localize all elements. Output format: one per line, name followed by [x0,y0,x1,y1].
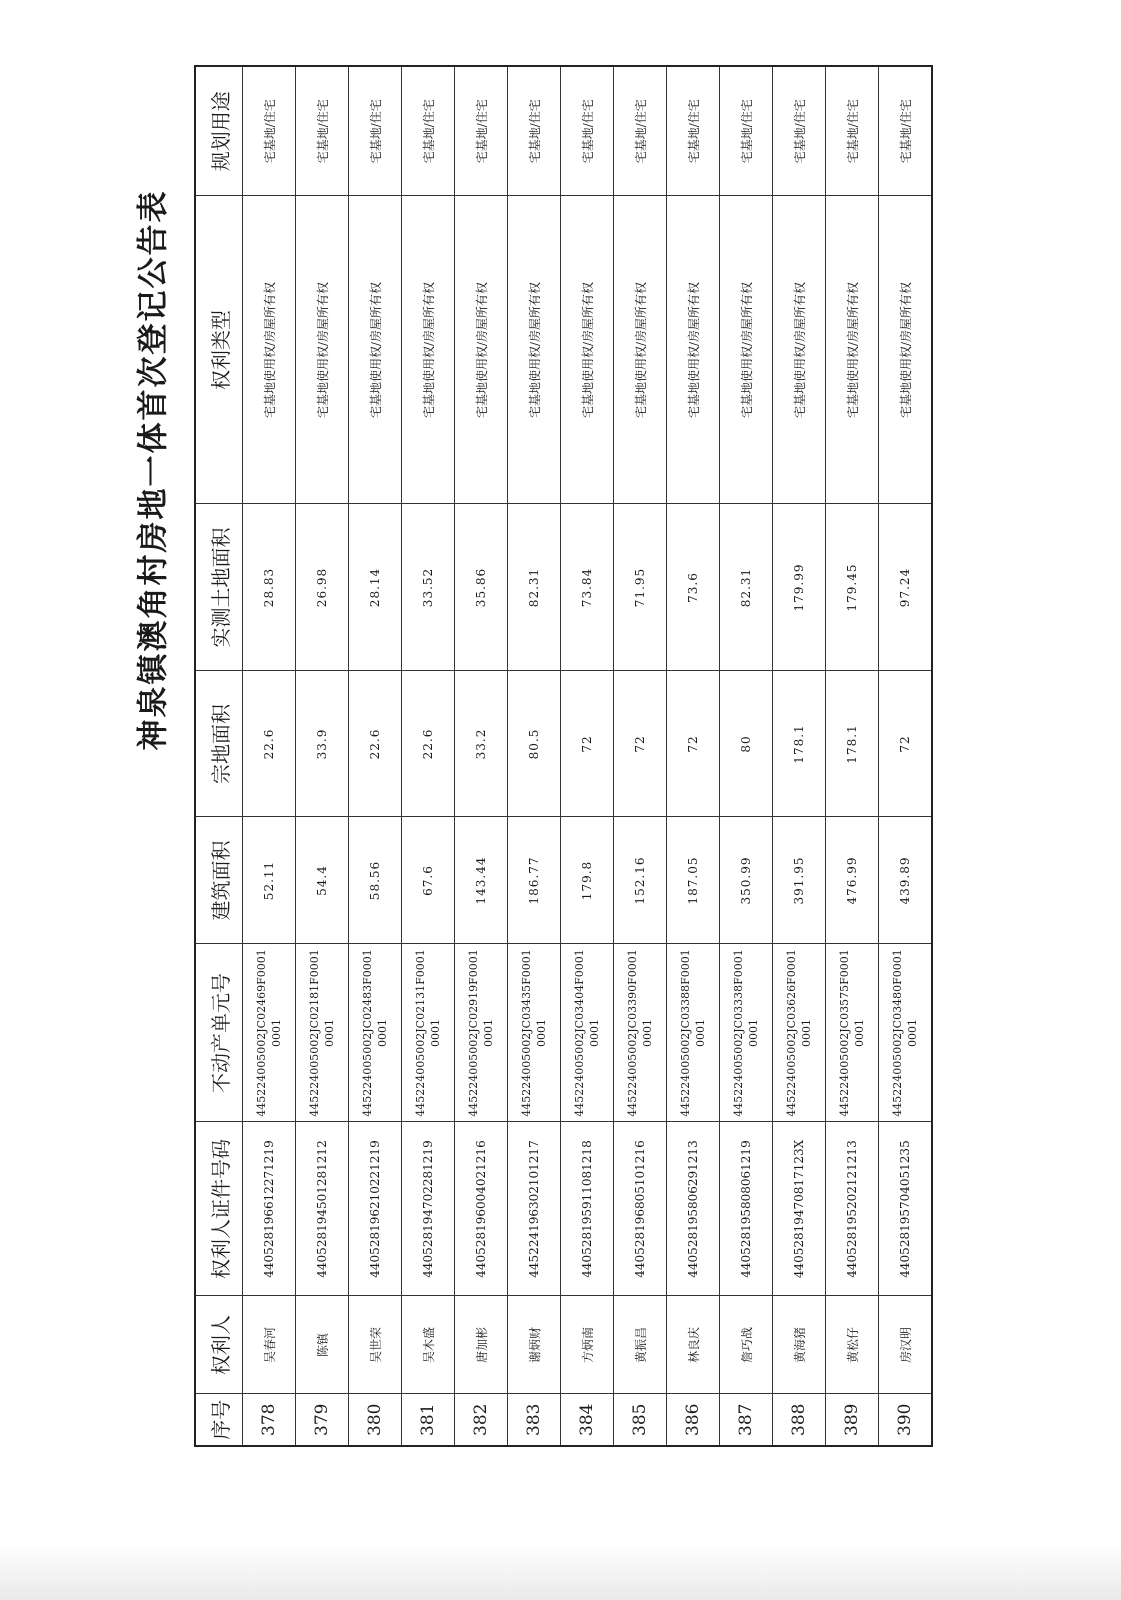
cell-id-number: 440528196612271219 [243,1122,296,1296]
cell-parcel-area: 33.9 [296,671,349,817]
cell-right-type: 宅基地使用权/房屋所有权 [243,196,296,504]
table-row [614,66,667,1446]
cell-right-type: 宅基地使用权/房屋所有权 [296,196,349,504]
cell-unit-number: 445224005002JC02181F00010001 [296,944,349,1122]
cell-seq: 382 [455,1394,508,1446]
cell-measured-area: 82.31 [720,504,773,671]
cell-unit-number: 445224005002JC02483F00010001 [349,944,402,1122]
cell-id-number: 440528195911081218 [561,1122,614,1296]
cell-right-type: 宅基地使用权/房屋所有权 [561,196,614,504]
cell-parcel-area: 72 [667,671,720,817]
cell-unit-number: 445224005002JC02469F00010001 [243,944,296,1122]
cell-measured-area: 28.14 [349,504,402,671]
cell-building-area: 350.99 [720,817,773,944]
cell-planned-use: 宅基地/住宅 [402,66,455,196]
cell-measured-area: 71.95 [614,504,667,671]
cell-planned-use: 宅基地/住宅 [720,66,773,196]
cell-parcel-area: 72 [879,671,933,817]
cell-id-number: 440528196004021216 [455,1122,508,1296]
cell-unit-number: 445224005002JC03626F00010001 [773,944,826,1122]
scan-shadow [0,1545,1121,1600]
cell-measured-area: 73.84 [561,504,614,671]
cell-seq: 389 [826,1394,879,1446]
cell-right-type: 宅基地使用权/房屋所有权 [614,196,667,504]
cell-holder: 黄振昌 [614,1296,667,1394]
table-row [826,66,879,1446]
cell-holder: 林良庆 [667,1296,720,1394]
cell-building-area: 187.05 [667,817,720,944]
cell-right-type: 宅基地使用权/房屋所有权 [773,196,826,504]
cell-right-type: 宅基地使用权/房屋所有权 [349,196,402,504]
cell-planned-use: 宅基地/住宅 [879,66,933,196]
cell-building-area: 476.99 [826,817,879,944]
cell-unit-number: 445224005002JC03390F00010001 [614,944,667,1122]
cell-building-area: 186.77 [508,817,561,944]
col-header-planned-use: 规划用途 [195,66,243,196]
cell-planned-use: 宅基地/住宅 [667,66,720,196]
cell-right-type: 宅基地使用权/房屋所有权 [402,196,455,504]
table-row [508,66,561,1446]
cell-seq: 379 [296,1394,349,1446]
col-header-right-type: 权利类型 [195,196,243,504]
table-header-row [195,66,243,1446]
cell-building-area: 439.89 [879,817,933,944]
cell-parcel-area: 178.1 [826,671,879,817]
cell-seq: 381 [402,1394,455,1446]
cell-right-type: 宅基地使用权/房屋所有权 [720,196,773,504]
cell-seq: 385 [614,1394,667,1446]
col-header-parcel-area: 宗地面积 [195,671,243,817]
cell-building-area: 58.56 [349,817,402,944]
cell-right-type: 宅基地使用权/房屋所有权 [508,196,561,504]
cell-building-area: 152.16 [614,817,667,944]
table-row [720,66,773,1446]
cell-parcel-area: 72 [614,671,667,817]
cell-planned-use: 宅基地/住宅 [826,66,879,196]
cell-seq: 383 [508,1394,561,1446]
col-header-holder: 权利人 [195,1296,243,1394]
page-title: 神泉镇澳角村房地一体首次登记公告表 [135,189,172,751]
cell-measured-area: 26.98 [296,504,349,671]
cell-seq: 388 [773,1394,826,1446]
cell-planned-use: 宅基地/住宅 [508,66,561,196]
cell-holder: 唐加彬 [455,1296,508,1394]
table-row [667,66,720,1446]
announcement-table-wrapper [194,67,926,1447]
table-row [402,66,455,1446]
cell-measured-area: 179.45 [826,504,879,671]
cell-id-number: 440528196210221219 [349,1122,402,1296]
cell-holder: 谢炳财 [508,1296,561,1394]
cell-building-area: 54.4 [296,817,349,944]
cell-id-number: 440528195202121213 [826,1122,879,1296]
cell-id-number: 44052819470817123X [773,1122,826,1296]
cell-unit-number: 445224005002JC03404F00010001 [561,944,614,1122]
cell-parcel-area: 22.6 [402,671,455,817]
cell-planned-use: 宅基地/住宅 [243,66,296,196]
table-body [243,66,933,1446]
cell-holder: 吴木盛 [402,1296,455,1394]
cell-holder: 黄松仔 [826,1296,879,1394]
cell-planned-use: 宅基地/住宅 [773,66,826,196]
cell-unit-number: 445224005002JC03338F00010001 [720,944,773,1122]
cell-parcel-area: 22.6 [349,671,402,817]
cell-measured-area: 82.31 [508,504,561,671]
cell-unit-number: 445224005002JC02919F00010001 [455,944,508,1122]
cell-parcel-area: 80 [720,671,773,817]
cell-holder: 吴春河 [243,1296,296,1394]
cell-measured-area: 33.52 [402,504,455,671]
cell-seq: 380 [349,1394,402,1446]
cell-right-type: 宅基地使用权/房屋所有权 [879,196,933,504]
cell-building-area: 391.95 [773,817,826,944]
cell-id-number: 440528196805101216 [614,1122,667,1296]
cell-id-number: 440528195806291213 [667,1122,720,1296]
cell-seq: 390 [879,1394,933,1446]
cell-unit-number: 445224005002JC03435F00010001 [508,944,561,1122]
cell-holder: 陈镇 [296,1296,349,1394]
cell-right-type: 宅基地使用权/房屋所有权 [667,196,720,504]
cell-holder: 方炳南 [561,1296,614,1394]
cell-right-type: 宅基地使用权/房屋所有权 [826,196,879,504]
cell-right-type: 宅基地使用权/房屋所有权 [455,196,508,504]
cell-planned-use: 宅基地/住宅 [561,66,614,196]
col-header-unit-number: 不动产单元号 [195,944,243,1122]
cell-unit-number: 445224005002JC02131F00010001 [402,944,455,1122]
cell-id-number: 440528194501281212 [296,1122,349,1296]
cell-planned-use: 宅基地/住宅 [614,66,667,196]
table-row [296,66,349,1446]
cell-parcel-area: 33.2 [455,671,508,817]
col-header-building-area: 建筑面积 [195,817,243,944]
cell-building-area: 52.11 [243,817,296,944]
cell-unit-number: 445224005002JC03388F00010001 [667,944,720,1122]
cell-planned-use: 宅基地/住宅 [349,66,402,196]
cell-parcel-area: 72 [561,671,614,817]
cell-parcel-area: 178.1 [773,671,826,817]
cell-seq: 378 [243,1394,296,1446]
table-row [455,66,508,1446]
col-header-measured-area: 实测土地面积 [195,504,243,671]
cell-seq: 387 [720,1394,773,1446]
cell-seq: 386 [667,1394,720,1446]
table-row [561,66,614,1446]
cell-id-number: 440528195808061219 [720,1122,773,1296]
cell-measured-area: 97.24 [879,504,933,671]
cell-measured-area: 35.86 [455,504,508,671]
cell-id-number: 445224196302101217 [508,1122,561,1296]
cell-parcel-area: 80.5 [508,671,561,817]
cell-building-area: 143.44 [455,817,508,944]
table-row [773,66,826,1446]
cell-measured-area: 73.6 [667,504,720,671]
cell-building-area: 67.6 [402,817,455,944]
cell-planned-use: 宅基地/住宅 [296,66,349,196]
cell-holder: 房汉明 [879,1296,933,1394]
cell-holder: 詹巧战 [720,1296,773,1394]
cell-holder: 黄海猪 [773,1296,826,1394]
cell-unit-number: 445224005002JC03480F00010001 [879,944,933,1122]
cell-id-number: 440528195704051235 [879,1122,933,1296]
cell-measured-area: 28.83 [243,504,296,671]
col-header-seq: 序号 [195,1394,243,1446]
table-row [879,66,933,1446]
cell-measured-area: 179.99 [773,504,826,671]
table-row [349,66,402,1446]
announcement-table [194,65,933,1447]
cell-parcel-area: 22.6 [243,671,296,817]
table-row [243,66,296,1446]
cell-id-number: 440528194702281219 [402,1122,455,1296]
cell-unit-number: 445224005002JC03575F00010001 [826,944,879,1122]
cell-building-area: 179.8 [561,817,614,944]
cell-planned-use: 宅基地/住宅 [455,66,508,196]
cell-seq: 384 [561,1394,614,1446]
cell-holder: 吴世荣 [349,1296,402,1394]
col-header-id-number: 权利人证件号码 [195,1122,243,1296]
